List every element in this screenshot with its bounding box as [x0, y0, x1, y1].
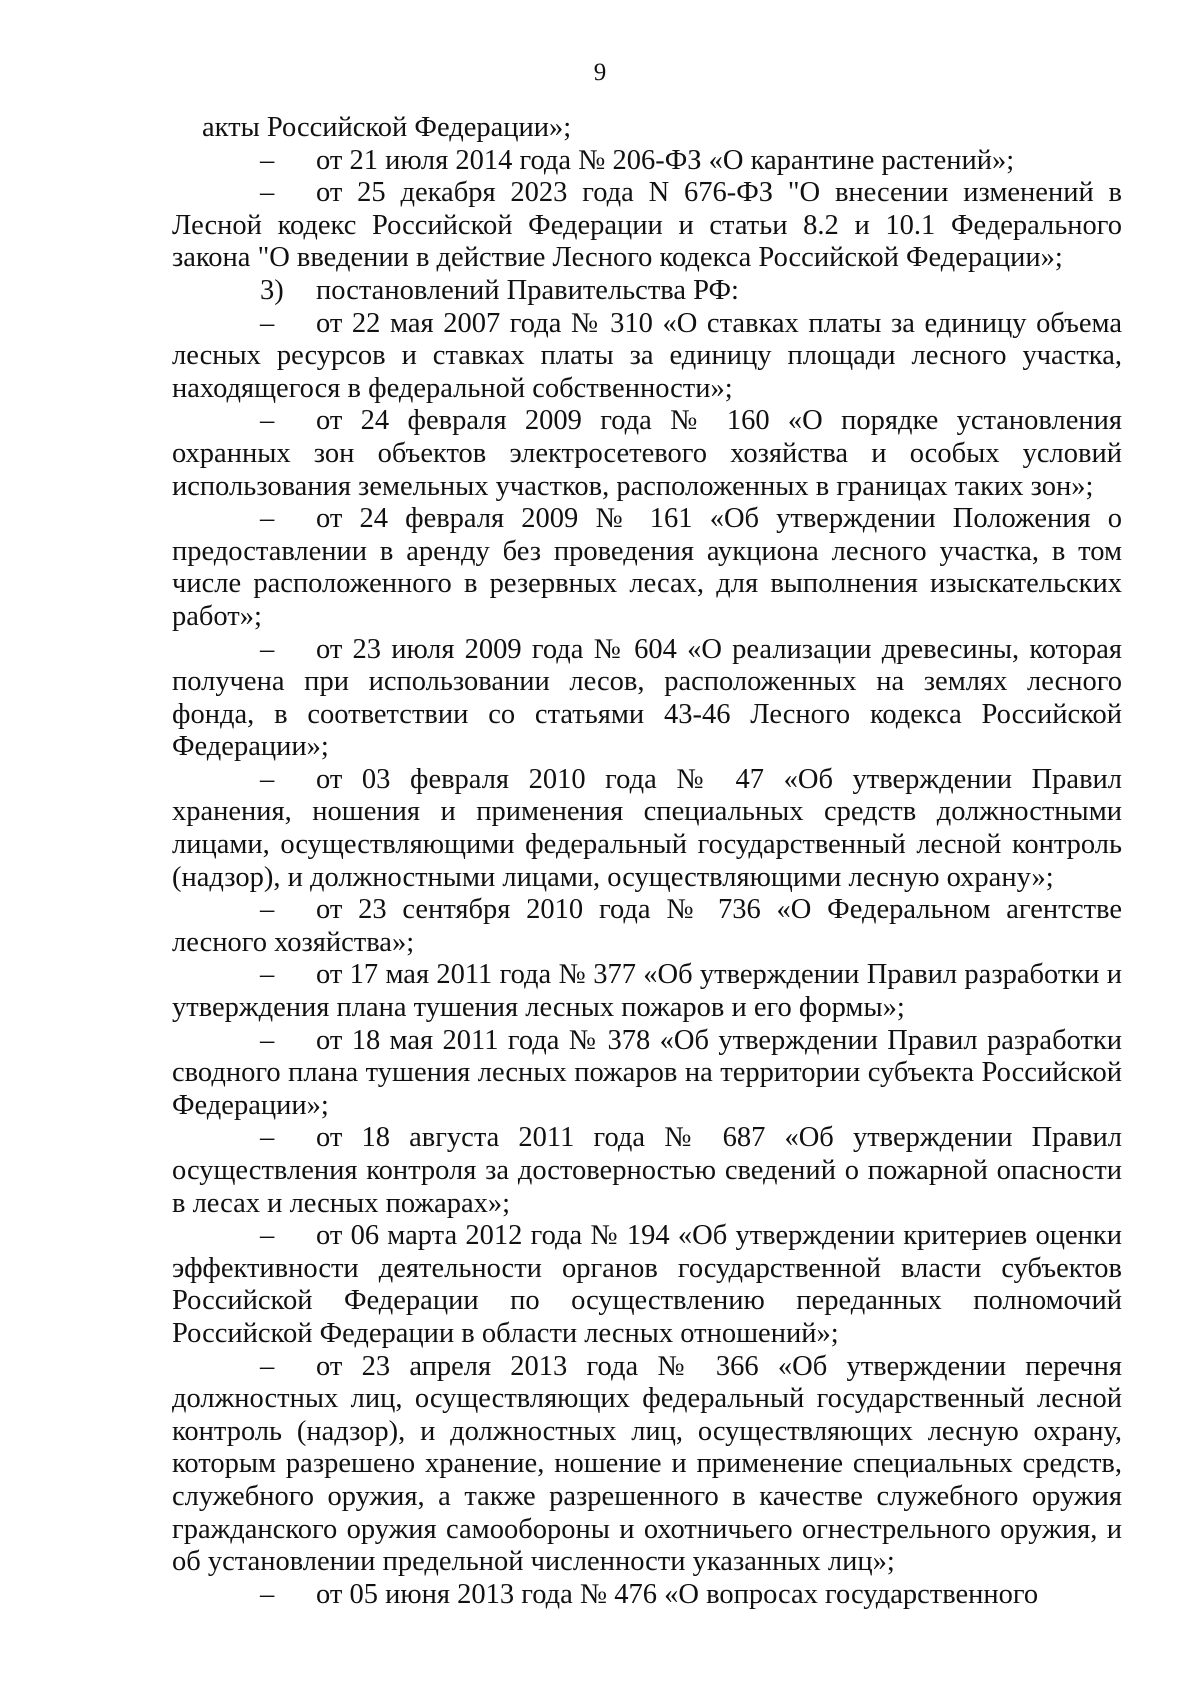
list-item-text: от 22 мая 2007 года № 310 «О ставках платы за единицу объема лесных ресурсов и ставках платы за единицу площади лесного участка, находящегося в федеральной собственности»;	[172, 307, 1122, 404]
section-number: 3)	[260, 274, 284, 306]
list-item-text: от 25 декабря 2023 года N 676-ФЗ "О внесении изменений в Лесной кодекс Российской Федерации и статьи 8.2 и 10.1 Федерального закона "О введении в действие Лесного кодекса Российской Федерации»;	[172, 177, 1122, 274]
list-item	[172, 1220, 1122, 1350]
list-item-text: от 18 мая 2011 года № 378 «Об утверждении Правил разработки сводного плана тушения лесных пожаров на территории субъекта Российской Федерации»;	[172, 1024, 1122, 1121]
list-item	[172, 1579, 1122, 1612]
list-item	[172, 764, 1122, 894]
list-item	[172, 405, 1122, 503]
list-dash: –	[260, 405, 275, 437]
list-item	[172, 145, 1122, 178]
list-dash: –	[260, 177, 275, 209]
list-item	[172, 177, 1122, 275]
list-item-text: от 23 апреля 2013 года № 366 «Об утверждении перечня должностных лиц, осуществляющих федеральный государственный лесной контроль (надзор), и должностных лиц, осуществляющих лесную охрану, которым разрешено хранение, ношение и применение специальных средств, служебного оружия, а также разрешенного в качестве служебного оружия гражданского оружия самообороны и охотничьего огнестрельного оружия, и об установлении предельной численности указанных лиц»;	[172, 1350, 1122, 1578]
page-number: 9	[593, 59, 607, 86]
list-dash: –	[260, 1122, 275, 1154]
list-dash: –	[260, 763, 275, 795]
list-item-text: от 21 июля 2014 года № 206-ФЗ «О карантине растений»;	[316, 144, 1015, 176]
list-item	[172, 503, 1122, 633]
list-item-text: от 18 августа 2011 года № 687 «Об утверждении Правил осуществления контроля за достоверностью сведений о пожарной опасности в лесах и лесных пожарах»;	[172, 1122, 1122, 1219]
list-item-text: от 24 февраля 2009 года № 160 «О порядке установления охранных зон объектов электросетевого хозяйства и особых условий использования земельных участков, расположенных в границах таких зон»;	[172, 405, 1122, 502]
list-item	[172, 308, 1122, 406]
list-dash: –	[260, 503, 275, 535]
list-dash: –	[260, 959, 275, 991]
document-body	[172, 112, 1122, 1611]
list-item-text: от 06 марта 2012 года № 194 «Об утверждении критериев оценки эффективности деятельности органов государственной власти субъектов Российской Федерации по осуществлению переданных полномочий Российской Федерации в области лесных отношений»;	[172, 1220, 1122, 1349]
list-item	[172, 1351, 1122, 1579]
list-dash: –	[260, 1350, 275, 1382]
section-heading	[172, 275, 1122, 308]
list-dash: –	[260, 633, 275, 665]
list-dash: –	[260, 1220, 275, 1252]
section-title: постановлений Правительства РФ:	[316, 274, 739, 306]
intro-line: акты Российской Федерации»;	[202, 112, 572, 143]
list-item	[172, 634, 1122, 764]
list-item	[172, 1122, 1122, 1220]
list-item-text: от 24 февраля 2009 № 161 «Об утверждении Положения о предоставлении в аренду без проведения аукциона лесного участка, в том числе расположенного в резервных лесах, для выполнения изыскательских работ»;	[172, 503, 1122, 632]
list-item-text: от 17 мая 2011 года № 377 «Об утверждении Правил разработки и утверждения плана тушения лесных пожаров и его формы»;	[172, 959, 1122, 1024]
list-item	[172, 894, 1122, 959]
list-item-text: от 03 февраля 2010 года № 47 «Об утверждении Правил хранения, ношения и применения специальных средств должностными лицами, осуществляющими федеральный государственный лесной контроль (надзор), и должностными лицами, осуществляющими лесную охрану»;	[172, 763, 1122, 893]
list-dash: –	[260, 1024, 275, 1056]
list-dash: –	[260, 307, 275, 339]
list-item	[172, 959, 1122, 1024]
list-dash: –	[260, 894, 275, 926]
list-dash: –	[260, 144, 275, 176]
list-item-text: от 05 июня 2013 года № 476 «О вопросах государственного	[316, 1578, 1039, 1610]
list-dash: –	[260, 1578, 275, 1610]
list-item-text: от 23 сентября 2010 года № 736 «О Федеральном агентстве лесного хозяйства»;	[172, 894, 1122, 958]
list-item	[172, 1025, 1122, 1123]
list-item-text: от 23 июля 2009 года № 604 «О реализации древесины, которая получена при использовании лесов, расположенных на землях лесного фонда, в соответствии со статьями 43-46 Лесного кодекса Российской Федерации»;	[172, 633, 1122, 763]
